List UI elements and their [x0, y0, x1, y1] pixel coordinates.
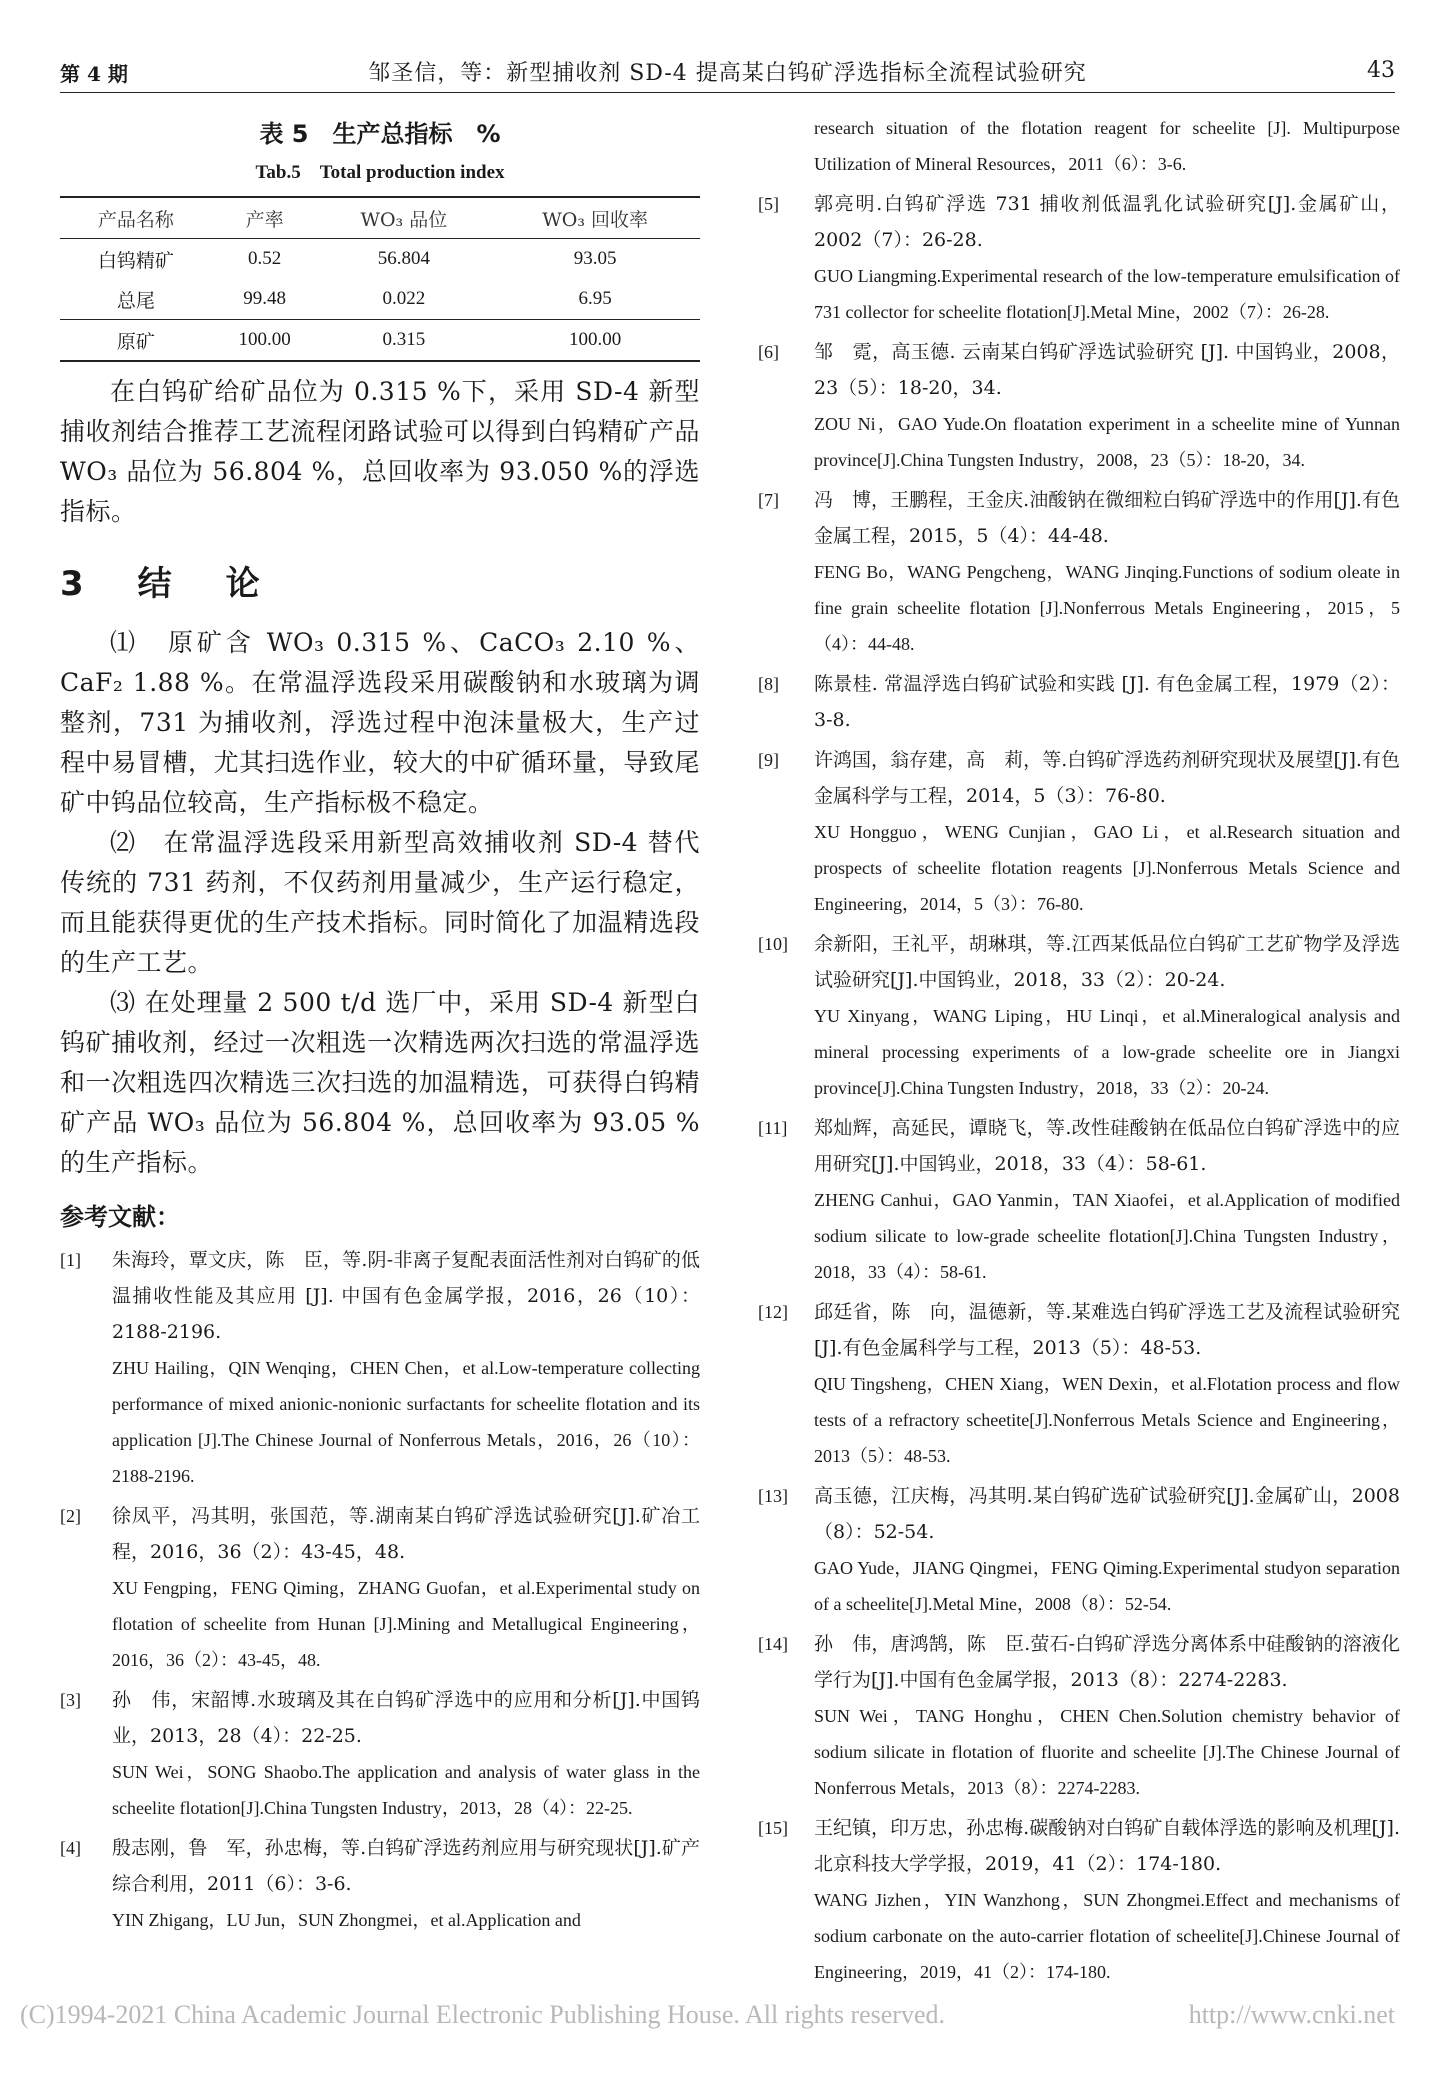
right-column [758, 110, 1400, 1994]
issue-number: 第 4 期 [60, 62, 128, 86]
table-row [60, 320, 700, 362]
reference-text-en: ZHU Hailing，QIN Wenqing，CHEN Chen，et al.Low-temperature collecting performance of mixed anionic-nonionic surfactants for scheelite flotation and its application [J].The Chinese Journal of Nonferrous Metals，2016，26（10）：2188-2196. [112, 1358, 700, 1486]
reference-number: [11] [758, 1118, 788, 1138]
reference-text-en: XU Fengping，FENG Qiming，ZHANG Guofan，et al.Experimental study on flotation of scheelite from Hunan [J].Mining and Metallugical Engineering，2016，36（2）：43-45，48. [112, 1578, 700, 1670]
table-cell: 93.05 [573, 248, 617, 269]
reference-number: [2] [60, 1506, 81, 1526]
reference-item [758, 1294, 1400, 1474]
table-title-cn: 表 5 生产总指标 % [259, 120, 501, 148]
reference-text-en: GUO Liangming.Experimental research of the low-temperature emulsification of 731 collector for scheelite flotation[J].Metal Mine，2002（7）：26-28. [814, 266, 1400, 322]
reference-text-cn: 余新阳，王礼平，胡琳琪，等.江西某低品位白钨矿工艺矿物学及浮选试验研究[J].中国钨业，2018，33（2）：20-24. [814, 933, 1400, 991]
reference-text-en: SUN Wei，TANG Honghu，CHEN Chen.Solution chemistry behavior of sodium silicate in flotation of fluorite and scheelite [J].The Chinese Journal of Nonferrous Metals，2013（8）：2274-2283. [814, 1706, 1400, 1798]
table-cell: 总尾 [116, 289, 155, 312]
reference-item [758, 334, 1400, 478]
reference-text-en: XU Hongguo，WENG Cunjian，GAO Li，et al.Research situation and prospects of scheelite flotation reagents [J].Nonferrous Metals Science and Engineering，2014，5（3）：76-80. [814, 822, 1400, 914]
reference-number: [7] [758, 490, 779, 510]
references-heading: 参考文献： [60, 1203, 180, 1231]
reference-number: [4] [60, 1838, 81, 1858]
reference-text-en: ZHENG Canhui，GAO Yanmin，TAN Xiaofei，et al.Application of modified sodium silicate to low-grade scheelite flotation[J].China Tungsten Industry，2018，33（4）：58-61. [814, 1190, 1400, 1282]
result-paragraph: 在白钨矿给矿品位为 0.315 %下，采用 SD-4 新型捕收剂结合推荐工艺流程闭路试验可以得到白钨精矿产品 WO₃ 品位为 56.804 %，总回收率为 93.050 %的浮选指标。 [60, 377, 700, 526]
reference-item [758, 482, 1400, 662]
reference-text-cn: 陈景桂. 常温浮选白钨矿试验和实践 [J]. 有色金属工程，1979（2）：3-8. [814, 673, 1400, 731]
production-index-table [60, 196, 700, 362]
reference-text-cn: 郑灿辉，高延民，谭晓飞，等.改性硅酸钠在低品位白钨矿浮选中的应用研究[J].中国钨业，2018，33（4）：58-61. [814, 1117, 1400, 1175]
table-cell: 6.95 [578, 288, 612, 309]
reference-item [758, 742, 1400, 922]
references-list-right [758, 110, 1400, 1990]
reference-text-cn: 朱海玲，覃文庆，陈 臣，等.阴-非离子复配表面活性剂对白钨矿的低温捕收性能及其应用 [J]. 中国有色金属学报，2016，26（10）：2188-2196. [112, 1249, 700, 1343]
reference-item [60, 1830, 700, 1938]
table-cell: 0.52 [248, 248, 282, 269]
reference-number: [5] [758, 194, 779, 214]
reference-text-en: GAO Yude，JIANG Qingmei，FENG Qiming.Experimental studyon separation of a scheelite[J].Metal Mine，2008（8）：52-54. [814, 1558, 1400, 1614]
reference-item [60, 1682, 700, 1826]
page-number: 43 [1367, 58, 1395, 83]
reference-number: [6] [758, 342, 779, 362]
reference-number: [8] [758, 674, 779, 694]
reference-number: [13] [758, 1486, 788, 1506]
reference-text-cn: 殷志刚，鲁 军，孙忠梅，等.白钨矿浮选药剂应用与研究现状[J].矿产综合利用，2011（6）：3-6. [112, 1837, 700, 1895]
reference-number: [10] [758, 934, 788, 954]
table-row [60, 279, 700, 320]
reference-text-en: research situation of the flotation reagent for scheelite [J]. Multipurpose Utilization of Mineral Resources，2011（6）：3-6. [814, 118, 1400, 174]
section-heading: 3 结 论 [60, 564, 270, 604]
running-title: 邹圣信，等：新型捕收剂 SD-4 提高某白钨矿浮选指标全流程试验研究 [368, 61, 1087, 86]
cnki-url: http://www.cnki.net [1188, 2000, 1395, 2029]
table-header-cell: 产品名称 [60, 197, 212, 239]
table-header-cell: WO₃ 回收率 [490, 197, 700, 239]
reference-item [758, 666, 1400, 738]
reference-text-cn: 冯 博，王鹏程，王金庆.油酸钠在微细粒白钨矿浮选中的作用[J].有色金属工程，2015，5（4）：44-48. [814, 489, 1400, 547]
reference-text-cn: 邹 霓，高玉德. 云南某白钨矿浮选试验研究 [J]. 中国钨业，2008，23（5）：18-20，34. [814, 341, 1400, 399]
reference-text-cn: 孙 伟，唐鸿鹄，陈 臣.萤石-白钨矿浮选分离体系中硅酸钠的溶液化学行为[J].中国有色金属学报，2013（8）：2274-2283. [814, 1633, 1400, 1691]
reference-item [758, 1810, 1400, 1990]
reference-number: [14] [758, 1634, 788, 1654]
reference-text-cn: 许鸿国，翁存建，高 莉，等.白钨矿浮选药剂研究现状及展望[J].有色金属科学与工程，2014，5（3）：76-80. [814, 749, 1400, 807]
table-header-cell: 产率 [212, 197, 318, 239]
table-cell: 原矿 [60, 320, 212, 362]
reference-text-cn: 高玉德，江庆梅，冯其明.某白钨矿选矿试验研究[J].金属矿山，2008（8）：52-54. [814, 1485, 1400, 1543]
table-cell: 99.48 [243, 288, 287, 309]
table-cell: 100.00 [490, 320, 700, 362]
table-cell: 白钨精矿 [97, 249, 174, 272]
reference-text-en: WANG Jizhen，YIN Wanzhong，SUN Zhongmei.Effect and mechanisms of sodium carbonate on the auto-carrier flotation of scheelite[J].Chinese Journal of Engineering，2019，41（2）：174-180. [814, 1890, 1400, 1982]
reference-number: [15] [758, 1818, 788, 1838]
reference-text-en: SUN Wei，SONG Shaobo.The application and analysis of water glass in the scheelite flotation[J].China Tungsten Industry，2013，28（4）：22-25. [112, 1762, 700, 1818]
reference-text-en: ZOU Ni，GAO Yude.On floatation experiment in a scheelite mine of Yunnan province[J].China Tungsten Industry，2008，23（5）：18-20，34. [814, 414, 1400, 470]
running-header [60, 52, 1395, 93]
table-cell: 0.022 [382, 288, 426, 309]
reference-item [60, 1242, 700, 1494]
reference-text-cn: 徐凤平，冯其明，张国范，等.湖南某白钨矿浮选试验研究[J].矿冶工程，2016，36（2）：43-45，48. [112, 1505, 700, 1563]
reference-item [758, 1110, 1400, 1290]
reference-text-cn: 邱廷省，陈 向，温德新，等.某难选白钨矿浮选工艺及流程试验研究[J].有色金属科学与工程，2013（5）：48-53. [814, 1301, 1400, 1359]
table-cell: 0.315 [317, 320, 490, 362]
reference-number: [1] [60, 1250, 81, 1270]
reference-item [758, 110, 1400, 182]
reference-item [758, 1478, 1400, 1622]
reference-number: [12] [758, 1302, 788, 1322]
copyright-footer [20, 2000, 1435, 2030]
table-row [60, 239, 700, 280]
table-cell: 100.00 [212, 320, 318, 362]
copyright-text: (C)1994-2021 China Academic Journal Electronic Publishing House. All rights reserved. [20, 2000, 945, 2029]
table-header-cell: WO₃ 品位 [317, 197, 490, 239]
reference-text-en: YIN Zhigang，LU Jun，SUN Zhongmei，et al.Application and [112, 1910, 581, 1930]
conclusion-paragraph: ⑶ 在处理量 2 500 t/d 选厂中，采用 SD-4 新型白钨矿捕收剂，经过一次粗选一次精选两次扫选的常温浮选和一次粗选四次精选三次扫选的加温精选，可获得白钨精矿产品 WO₃ 品位为 56.804 %，总回收率为 93.05 %的生产指标。 [60, 988, 700, 1177]
reference-text-en: FENG Bo，WANG Pengcheng，WANG Jinqing.Functions of sodium oleate in fine grain scheelite flotation [J].Nonferrous Metals Engineering，2015，5（4）：44-48. [814, 562, 1400, 654]
table-header-row [60, 197, 700, 239]
references-list-left [60, 1242, 700, 1938]
reference-text-cn: 王纪镇，印万忠，孙忠梅.碳酸钠对白钨矿自载体浮选的影响及机理[J].北京科技大学学报，2019，41（2）：174-180. [814, 1817, 1400, 1875]
reference-item [758, 926, 1400, 1106]
reference-item [60, 1498, 700, 1678]
left-column [60, 110, 700, 1942]
conclusion-paragraph: ⑴ 原矿含 WO₃ 0.315 %、CaCO₃ 2.10 %、CaF₂ 1.88 %。在常温浮选段采用碳酸钠和水玻璃为调整剂，731 为捕收剂，浮选过程中泡沫量极大，生产过程中易冒槽，尤其扫选作业，较大的中矿循环量，导致尾矿中钨品位较高，生产指标极不稳定。 [60, 628, 700, 817]
reference-text-en: QIU Tingsheng，CHEN Xiang，WEN Dexin，et al.Flotation process and flow tests of a refractory scheetite[J].Nonferrous Metals Science and Engineering，2013（5）：48-53. [814, 1374, 1400, 1466]
conclusion-paragraph: ⑵ 在常温浮选段采用新型高效捕收剂 SD-4 替代传统的 731 药剂，不仅药剂用量减少，生产运行稳定，而且能获得更优的生产技术指标。同时简化了加温精选段的生产工艺。 [60, 828, 700, 977]
reference-text-cn: 郭亮明.白钨矿浮选 731 捕收剂低温乳化试验研究[J].金属矿山，2002（7）：26-28. [814, 193, 1400, 251]
reference-text-en: YU Xinyang，WANG Liping，HU Linqi，et al.Mineralogical analysis and mineral processing experiments of a low-grade scheelite ore in Jiangxi province[J].China Tungsten Industry，2018，33（2）：20-24. [814, 1006, 1400, 1098]
reference-item [758, 186, 1400, 330]
reference-item [758, 1626, 1400, 1806]
reference-number: [3] [60, 1690, 81, 1710]
reference-text-cn: 孙 伟，宋韶博.水玻璃及其在白钨矿浮选中的应用和分析[J].中国钨业，2013，28（4）：22-25. [112, 1689, 700, 1747]
table-title-en: Tab.5 Total production index [255, 162, 505, 183]
reference-number: [9] [758, 750, 779, 770]
table-cell: 56.804 [377, 248, 430, 269]
